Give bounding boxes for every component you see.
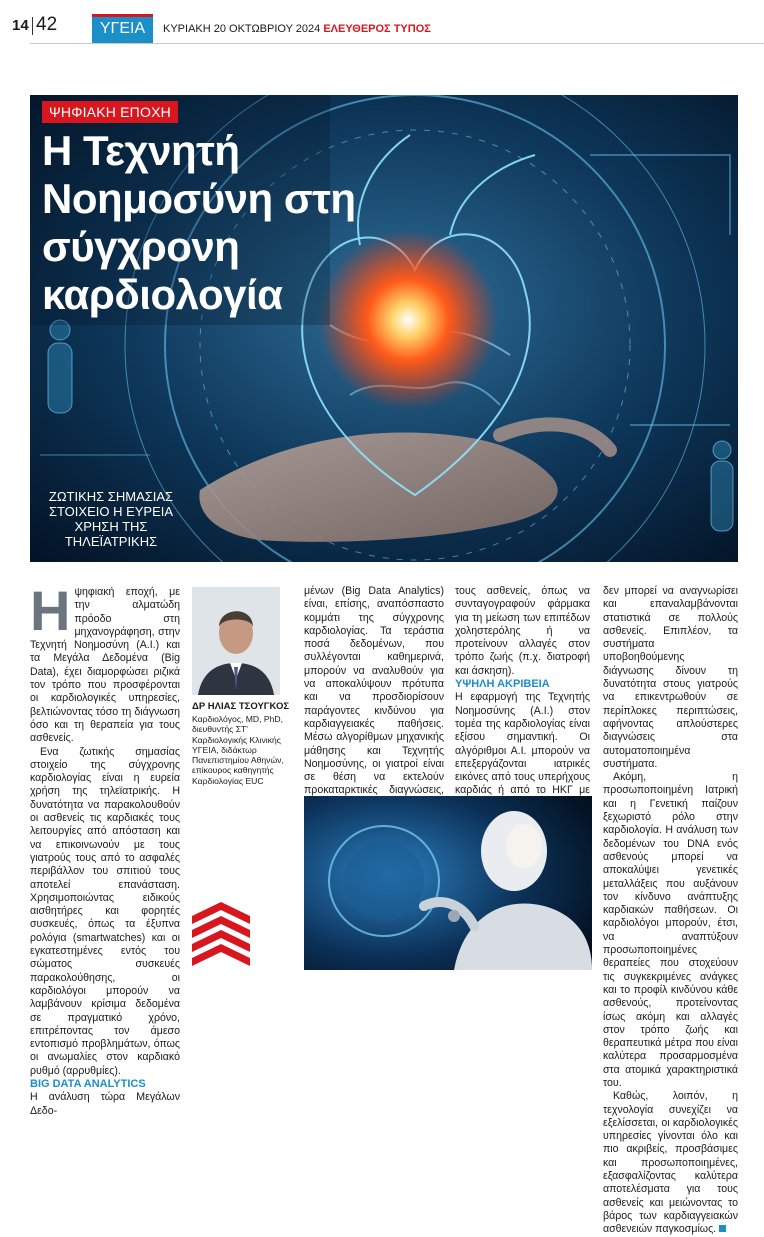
paragraph: δεν μπορεί να αναγνωρίσει και επαναλαμβάνονται στατιστικά σε πολλούς ασθενείς. Επιπλέον, τα συστήματα υποβοηθούμενης διάγνωσης δίνουν τη δυνατότητα στους γιατρούς να επικεντρωθούν σε περίπλοκες περιπτώσεις, αφήνοντας απλούστερες διαγνώσεις στα αυτοματοποιημένα συστήματα. — [603, 585, 738, 770]
robot-illustration — [304, 796, 592, 970]
closing-text: Καθώς, λοιπόν, η τεχνολογία συνεχίζει να εξελίσσεται, οι καρδιολογικές υπηρεσίες γίνονται όλο και πιο ακριβείς, προσβάσιμες και προσωποποιημένες, εξασφαλίζοντας καλύτερα αποτελέσματα για τους ασθενείς και μειώνοντας το βάρος των καρδιαγγειακών ασθενειών παγκοσμίως. — [603, 1090, 738, 1236]
paragraph: μένων (Big Data Analytics) είναι, επίσης, αναπόσπαστο κομμάτι της σύγχρονης καρδιολογίας. Τα τεράστια ποσά δεδομένων, που συλλέγονται καθημερινά, μπορούν να αναλυθούν για να αποκαλύψουν πρότυπα και να προσδιορίσουν παράγοντες κινδύνου για καρδιαγγειακές παθήσεις. Μέσω αλγορίθμων μηχανικής μάθησης και Τεχνητής Νοημοσύνης, οι γιατροί είναι σε θέση να εκτελούν προκαταρκτικές διαγνώσεις, — [304, 585, 444, 797]
paragraph: Η εφαρμογή της Τεχνητής Νοημοσύνης (Α.Ι.) στον τομέα της καρδιολογίας είναι εξίσου σημαντική. Οι αλγόριθμοι Α.Ι. μπορούν να επεξεργάζονται ιατρικές εικόνες από τους υπερήχους καρδιάς ή από το ΗΚΓ με — [455, 691, 590, 797]
logo-chevrons-icon — [192, 902, 250, 968]
article-column-4 — [603, 585, 738, 1237]
subheading: ΥΨΗΛΗ ΑΚΡΙΒΕΙΑ — [455, 678, 550, 691]
issue-date: ΚΥΡΙΑΚΗ 20 ΟΚΤΩΒΡΙΟΥ 2024 — [163, 23, 321, 35]
section-label: ΥΓΕΙΑ — [92, 14, 153, 44]
article-headline: Η Τεχνητή Νοημοσύνη στη σύγχρονη καρδιολογία — [42, 127, 356, 318]
article-standfirst: ΖΩΤΙΚΗΣ ΣΗΜΑΣΙΑΣ ΣΤΟΙΧΕΙΟ Η ΕΥΡΕΙΑ ΧΡΗΣΗ ΤΗΣ ΤΗΛΕΪΑΤΡΙΚΗΣ — [48, 489, 174, 549]
author-bio: Καρδιολόγος, MD, PhD, διευθυντής ΣΤ' Καρδιολογικής Κλινικής ΥΓΕΙΑ, διδάκτωρ Πανεπιστημίου Αθηνών, επίκουρος καθηγητής Καρδιολογίας EUC — [192, 714, 284, 786]
dateline — [163, 23, 431, 35]
paragraph: Ενα ζωτικής σημασίας στοιχείο της σύγχρονης καρδιολογίας είναι η ευρεία χρήση της τηλεϊατρικής. Η δυνατότητα να παρακολουθούν οι ασθενείς τις καρδιακές τους λειτουργίες από απόσταση και να επικοινωνούν με τους γιατρούς τους από το ασφαλές περιβάλλον του σπιτιού τους αποτελεί επανάσταση. Χρησιμοποιώντας ειδικούς αισθητήρες και φορητές συσκευές, όπως τα έξυπνα ρολόγια (smartwatches) και οι εγκατεστημένες εντός του σώματος συσκευές παρακολούθησης, οι καρδιολόγοι μπορούν να λαμβάνουν κρίσιμα δεδομένα σε πραγματικό χρόνο, επιτρέποντας τον άμεσο εντοπισμό προβλημάτων, όπως οι ανωμαλίες στον καρδιακό ρυθμό (αρρυθμίες). — [30, 745, 180, 1077]
paragraph: ψηφιακή εποχή, με την αλματώδη πρόοδο στη μηχανογράφηση, στην Τεχνητή Νοημοσύνη (Α.Ι.) και τα Μεγάλα Δεδομένα (Big Data), έχει διαμορφώσει ριζικά τον τρόπο που προσφέρονται οι καρδιολογικές υπηρεσίες, βελτιώνοντας τόσο τη διάγνωση όσο και τη θεραπεία για τους ασθενείς. — [30, 586, 180, 745]
section-label-accent — [92, 14, 153, 17]
paragraph: Η ανάλυση τώρα Μεγάλων Δεδο- — [30, 1091, 180, 1117]
portrait-illustration — [192, 587, 280, 695]
paragraph — [603, 1090, 738, 1236]
article-kicker: ΨΗΦΙΑΚΗ ΕΠΟΧΗ — [42, 101, 178, 123]
newspaper-name: ΕΛΕΥΘΕΡΟΣ ΤΥΠΟΣ — [323, 23, 431, 35]
author-name: ΔΡ ΗΛΙΑΣ ΤΣΟΥΓΚΟΣ — [192, 701, 290, 712]
paragraph: Ακόμη, η προσωποποιημένη Ιατρική και η Γενετική παίζουν ξεχωριστό ρόλο στην καρδιολογία. Η ανάλυση των δεδομένων του DNA ενός ασθενούς μπορεί να αποκαλύψει γενετικές μεταλλάξεις που αυξάνουν τον κίνδυνο ανάπτυξης καρδιακών παθήσεων. Οι καρδιολόγοι μπορούν, έτσι, να αναπτύξουν προσωποποιημένες θεραπείες που στοχεύουν τις συγκεκριμένες ανάγκες και το προφίλ κινδύνου κάθε ασθενούς, προτείνοντας ίσως ακόμη και αλλαγές στον τρόπο ζωής και θεραπευτικά μέτρα που είναι καλύτερα προσαρμοσμένα στα ατομικά χαρακτηριστικά του. — [603, 771, 738, 1089]
ai-robot-image — [304, 796, 592, 970]
end-mark-icon — [719, 1225, 726, 1232]
drop-cap: Η — [30, 579, 71, 642]
hospital-logo — [192, 902, 250, 973]
article-column-1 — [30, 579, 180, 1118]
page-number-right: 42 — [36, 14, 58, 35]
paragraph: τους ασθενείς, όπως να συνταγογραφούν φάρμακα για τη μείωση των επιπέδων χοληστερόλης ή να προτείνουν αλλαγές στον τρόπο ζωής (π.χ. διατροφή και άσκηση). — [455, 585, 590, 677]
header-divider — [32, 17, 33, 35]
subheading: BIG DATA ANALYTICS — [30, 1077, 146, 1090]
page-number-left: 14 — [12, 17, 29, 34]
author-portrait — [192, 587, 280, 695]
header-rule — [30, 43, 764, 44]
